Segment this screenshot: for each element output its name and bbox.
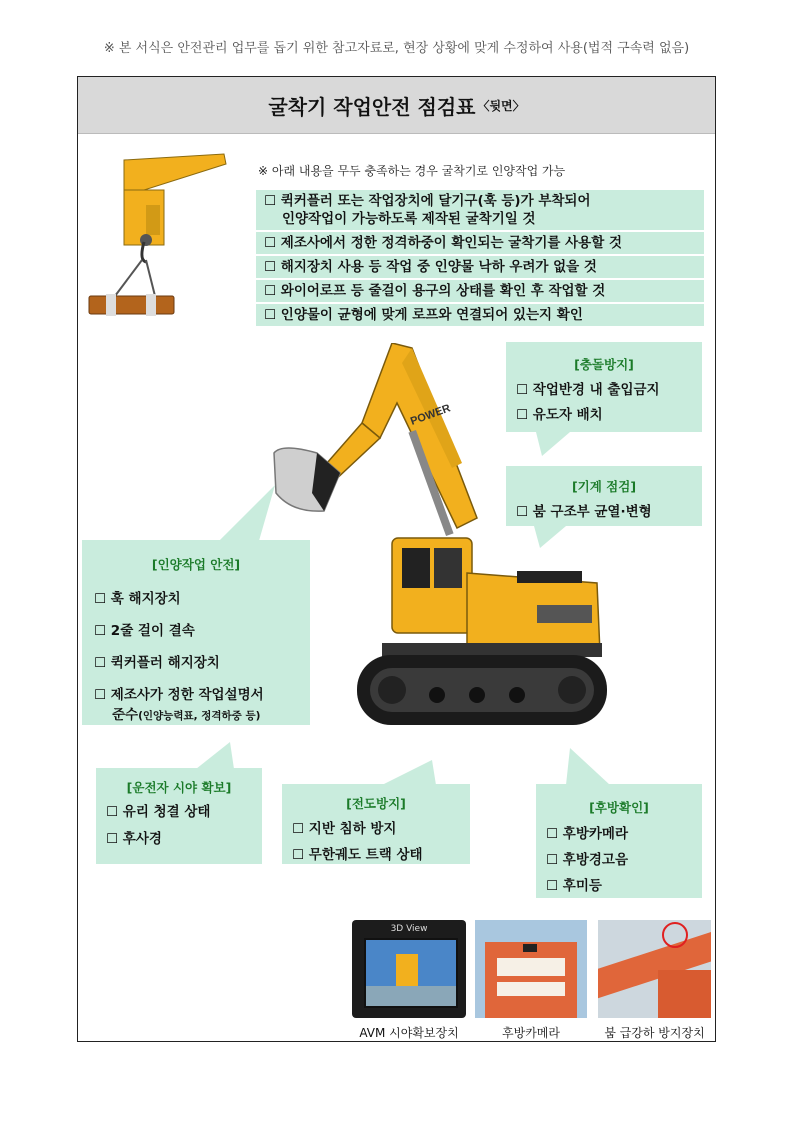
check-item-hook-latch[interactable]: ☐ 훅 해지장치 [94,591,181,607]
callout-machine-inspection [506,466,702,526]
callout-heading: [전도방지] [346,796,406,811]
title-text: 굴착기 작업안전 점검표 [268,94,476,119]
boom-drop-prevention-photo [598,920,711,1018]
check-item-load-balance[interactable]: ☐ 인양물이 균형에 맞게 로프와 연결되어 있는지 확인 [256,304,704,326]
callout-rear-check [536,784,702,898]
check-item-track-condition[interactable]: ☐ 무한궤도 트랙 상태 [292,847,423,863]
disclaimer-notice: ※ 본 서식은 안전관리 업무를 돕기 위한 참고자료로, 현장 상황에 맞게 수정하여 사용(법적 구속력 없음) [103,41,690,56]
callout-driver-visibility [96,768,262,864]
callout-lifting-safety [82,540,310,725]
manual-compliance-note: (인양능력표, 정격하중 등) [138,710,261,722]
check-item-text: ☐ 퀵커플러 또는 작업장치에 달기구(훅 등)가 부착되어 [264,193,591,209]
manual-compliance-text: 준수 [112,707,139,723]
callout-heading: [충돌방지] [574,357,634,372]
callout-heading: [인양작업 안전] [151,557,241,572]
rear-camera-caption: 후방카메라 [502,1026,560,1040]
check-item-side-mirror[interactable]: ☐ 후사경 [106,831,162,847]
callout-heading: [후방확인] [589,800,649,815]
callout-tip-over-prevention [282,784,470,864]
title-suffix: 〈뒷면〉 [477,98,525,113]
check-item-no-entry[interactable]: ☐ 작업반경 내 출입금지 [516,382,660,398]
excavator-logo: POWER [408,402,453,428]
callout-heading: [운전자 시야 확보] [126,780,232,795]
check-item-wire-rope[interactable]: ☐ 와이어로프 등 줄걸이 용구의 상태를 확인 후 작업할 것 [256,280,704,302]
page-title [78,77,715,134]
callout-collision-prevention [506,342,702,432]
check-item-coupler-latch[interactable]: ☐ 퀵커플러 해지장치 [94,655,220,671]
check-item-two-leg-sling[interactable]: ☐ 2줄 걸이 결속 [94,623,195,639]
callout-heading: [기계 점검] [571,479,637,494]
lifting-condition-note: ※ 아래 내용을 무두 충족하는 경우 굴착기로 인양작업 가능 [258,164,566,178]
check-item-tail-light[interactable]: ☐ 후미등 [546,878,602,894]
check-item-rated-load[interactable]: ☐ 제조사에서 정한 정격하중이 확인되는 굴착기를 사용할 것 [256,232,704,254]
boom-drop-caption: 붐 급강하 방지장치 [604,1026,705,1040]
check-item-latch-device[interactable]: ☐ 해지장치 사용 등 작업 중 인양물 낙하 우려가 없을 것 [256,256,704,278]
check-item-quick-coupler[interactable] [256,190,704,230]
check-item-glass-clean[interactable]: ☐ 유리 청결 상태 [106,804,211,820]
rear-camera-photo [475,920,587,1018]
check-item-backup-alarm[interactable]: ☐ 후방경고음 [546,852,629,868]
check-item-text-cont: 인양작업이 가능하도록 제작된 굴착기일 것 [282,211,536,227]
check-item-ground-subsidence[interactable]: ☐ 지반 침하 방지 [292,821,397,837]
avm-caption: AVM 시야확보장치 [359,1026,459,1040]
check-item-manufacturer-manual[interactable]: ☐ 제조사가 정한 작업설명서 [94,687,264,703]
avm-screen-label: 3D View [390,924,428,934]
lifting-precondition-list [256,190,704,328]
avm-device-photo [352,920,466,1018]
check-item-boom-crack[interactable]: ☐ 붐 구조부 균열·변형 [516,504,652,520]
manual-compliance-line [94,703,310,723]
hook-lifting-illustration [84,150,234,322]
check-item-rear-camera[interactable]: ☐ 후방카메라 [546,826,629,842]
check-item-signal-person[interactable]: ☐ 유도자 배치 [516,407,603,423]
